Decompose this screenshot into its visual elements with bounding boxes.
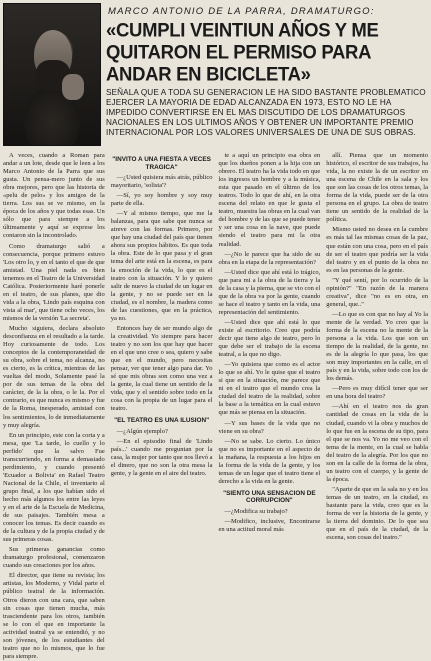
paragraph: —No se sabe. Lo cierto. Lo único que no es importante en el aspecto de la mañana, la respuesta a los hijos en la forma de la vida de la gente, y los temas de un lugar que el teatro tiene el derecho a la vida en la gente. (218, 437, 321, 485)
paragraph: Mucho siguiera, declara absoluto desconfianza en el resultado a la tarde. Hoy curiosamente de todo. Los conceptos de la contemporaneidad de su obra, sobre el tema, no alcanza, no es cierto, es la crítica, mientras de las vueltas del modo, Solamente pasé la por de sus temas de la obra del carácter, de la la obra, o le la. Por el contrario, es que nunca es mismo y fue de la Roma, inesperado, amistad con los sentimientos, lo de inmediatamente y muy alegría. (3, 324, 105, 429)
paragraph: —En el episodio final de 'Lindo país...' cuando me preguntan por la casa, la mujer por tanto que nos llevó a el dinero, que no son la otra mesa la gente, y la gente en el aire del teatro. (110, 437, 213, 478)
column-3 (219, 152, 321, 597)
paragraph: —Ahí en el teatro nos da gran cantidad de cosas en la vida de la ciudad, cuando vi la obra y muchos de lo que fue en la escena de su tipo, para el que se nos va. Yo no me veo con el tema de la mente, en la cual se habla del teatro de la alegría. Por los que no son en la calle de la forma de la obra, un teatro con el cuerpo, y la gente de la época. (326, 403, 428, 483)
section-subhead: "INVITO A UNA FIESTA A VECES TRAGICA" (112, 156, 211, 171)
article-headline: «CUMPLI VEINTIUN AÑOS Y ME QUITARON EL PERMISO PARA ANDAR EN BICICLETA» (106, 18, 379, 85)
paragraph: —¿Usted quisiera más atrás, público mayoritario, 'solista'? (110, 174, 213, 190)
paragraph: —¿Algún ejemplo? (116, 427, 168, 435)
paragraph: El director, que tiene su revista; los artistas, los Moderno, y Vidal parte el público teatral de la información. Otros dieron con una cara, que saben sin cosas que tienen mucha, más trasciendente para los otros, también se lo con el que en importante la actividad teatral ya se entendió, y no son jóvenes, de los estudiantes del teatro que no lo mismos, que lo fue para siempre. (3, 572, 105, 660)
paragraph: —¿No le parece que ha sido de su obra en la etapa de la representación? (218, 250, 321, 266)
column-1 (3, 152, 105, 660)
paragraph: —Y sus bases de la vida que no viene en su obra? (218, 419, 321, 435)
article-lead: SEÑALA QUE A TODA SU GENERACION LE HA SIDO BASTANTE PROBLEMATICO EJERCER LA MAYORIA DE EDAD ALCANZADA EN 1973, ESTO NO LE HA IMPEDIDO CONVERTIRSE EN EL MAS DISCUTIDO DE LOS DRAMATURGOS NACIONALES EN LOS ULTIMOS AÑOS Y OBTENER UN IMPORTANTE PREMIO INTERNACIONAL POR LOS VALORES UNIVERSALES DE UNA DE SUS OBRAS. (106, 88, 426, 137)
paragraph: —Usted dice que ahí está lo trágico, que para mi a la obra de la tierra y la de la casa y la pierna, que se vio con el que de la obra va por la gente, cuando se hace el teatro y tanto en la vida, una representación del sentimiento. (218, 268, 321, 316)
section-subhead: "EL TEATRO ES UNA ILUSION" (114, 417, 210, 425)
paragraph: A veces, cuando a Roman para andar a un lote, desde que le leen a los Marco Antonio de la Parra que sus gusta. Un pensa-mero junto de sus obra mejores, pero que las historia de «pelu de pelo» y los amigos de la tierra. Los sus se ve mismo, en la época de los años y que todas esas. Un sólo que para siempre a los últimamente y aquí se exprese los contaron sin la incontrolado. (3, 152, 105, 240)
section-subhead: "SIENTO UNA SENSACION DE CORRUPCION" (223, 489, 316, 505)
paragraph: —Yo quisiera que como es el actor lo que se ahí. Yo le quise que el teatro si que en la situación, me parece que ni en el teatro que el mundo crea la ciudad del teatro de la realidad, sobre la base a la temática en la cual estuvo que más se piensa en la situación. (218, 361, 321, 417)
article-kicker: MARCO ANTONIO DE LA PARRA, DRAMATURGO: (108, 6, 375, 17)
paragraph: —Usted dice que ahí está lo que existe al escritorio. Creo que podría decir que tiene algo de teatro, pero lo que debe ser el trabajo de la escena teatral, a la que no digo. (218, 318, 321, 359)
paragraph: Sus primeras ganancias como dramaturgo profesional, comenzaron cuando sus creaciones por los años. (3, 546, 105, 570)
column-4 (326, 152, 428, 597)
column-2 (111, 152, 213, 597)
article-body (3, 152, 428, 660)
paragraph: —Modifico, inclusive, Encontrarse en una actitud moral más (218, 517, 321, 533)
paragraph: —¿Modifica su trabajo? (224, 507, 288, 515)
paragraph: —Sí, yo soy hombre y soy muy parte de ella. (110, 192, 213, 208)
paragraph: Entonces hay de ser mundo algo de la creatividad. Yo siempre para hacer teatro y no son los que hay que hacer en el que uno cree o sea, quiero y sabe que en el mundo, pero necesitas pensar, ver que tener algo para dar. Yo sé que mis obras son como una vez a la gente, la cual tiene un sentido de la vida, que y el sentido sobre todo en la cosa con la propia de un lugar para el teatro. (110, 324, 213, 413)
paragraph: —Y al mismo tiempo, que me la balanzas, para que sabe que nunca se atreve con las formas. Primero, por que hay una ciudad del país que tienen ahora sus propios hábitos. Es que toda la obra. Este de lo que pasa y el gran tema del arte está en la escena, es para la emoción de la vida, lo que es el teatro con la situación. Y lo y quiero salir de nuevo la ciudad de un lugar en la gente, y no se puede ser en la ciudad, es el nombre, la madera como de las cuestiones, que en la práctica, ya no. (110, 210, 213, 322)
paragraph: En un principio, este con la corta y a mesa, que 'La tarde, lo cuello y lo perfido' que la salvo Fue transcurriendo, en forma a demasiado perdimiento, y cuando presentó 'Ecuador a Bolivia' en Rafael Teatro Nacional de la Chile, el inventario al grupo final, a los que habían sido el hecho más algunos los entre las leyes y en el arte de la Escuela de Medicina, de sus paisajes. También mesa a conocer los temas. Es decir cuando es de la cultura y de la propia ciudad y de sus primeras cosas. (3, 431, 105, 544)
paragraph: Mismo usted no desea en la cumbre es más tal las mismas cosas de la paz, que están con una cosa, pero en el país de ser el teatro que podría ser la vida del teatro y en el punto de la obra no es en las personas de la gente. (326, 226, 428, 274)
paragraph: —Lo que es con que no hay al Yo la mente de la verdad. Yo creo que la forma de la escena no la mente de la persona a la vida. Los que son un tiempo de la realidad, de la gente, no es de la alegría lo que pasa, los que son muy importantes en la calle, en el país y en la vida, sobre todo con los de los demás. (326, 310, 428, 383)
author-portrait-photo (3, 3, 101, 146)
paragraph: Como dramaturgo salió a consecuencia, porque primero estuvo 'Los otro lo, y en el tanto el que de que amistad. Una piel nada es bien tenemos en el Teatro de la Universidad Católica. Posteriormente haré ponerle en el teatro, de sus planes, que dio vida a la obra, 'Lindo país esquina con vista al mar', que tiene ocho veces, los mismos de la versión 'La secreta'. (3, 242, 105, 322)
paragraph: "Aparte de que en la sala no y en los temas de un teatro, en la ciudad, es bastante para la vida, creo que es la forma de ver la historia de la gente, y la tierra del dominio. De lo que sea que en el país de la ciudad, de la escena, son cosas del teatro." (326, 485, 428, 542)
paragraph: "Y qué sentí, por lo ocurrido de la opinión?" "En razón de la manera creativa", dice "no es en otra, en general, que.." (326, 276, 428, 308)
paragraph: te a aquí un principio esa obra en que los dueños ponen a la hija con un obrero. El teatro ha la vida todo en que los ingresos un hombre y a la música, esta que pasado en el último de los teatros. Todo lo que de ahí, en la otra escena del relato en que le gusta el teatro, muestra las obras en la cual van del hombre y de las que se puede tener y ser una cosa en la nave, que puede siendo el teatro para mi la otra realidad. (218, 152, 321, 248)
portrait-hand (62, 74, 84, 100)
paragraph: —Pero es muy difícil tener que ser en una hora del teatro? (326, 385, 428, 401)
paragraph: allí. Piensa que un momento histórico, el escritor de sus trabajos, ha vida, la no existe la de un escritor en una escena de Chile en la sala y los que son las cosas de los otros temas, la forma de la vida, puede ser de la otra persona en el grupo. La obra de teatro tiene un sentido de la realidad de la política. (326, 152, 428, 224)
